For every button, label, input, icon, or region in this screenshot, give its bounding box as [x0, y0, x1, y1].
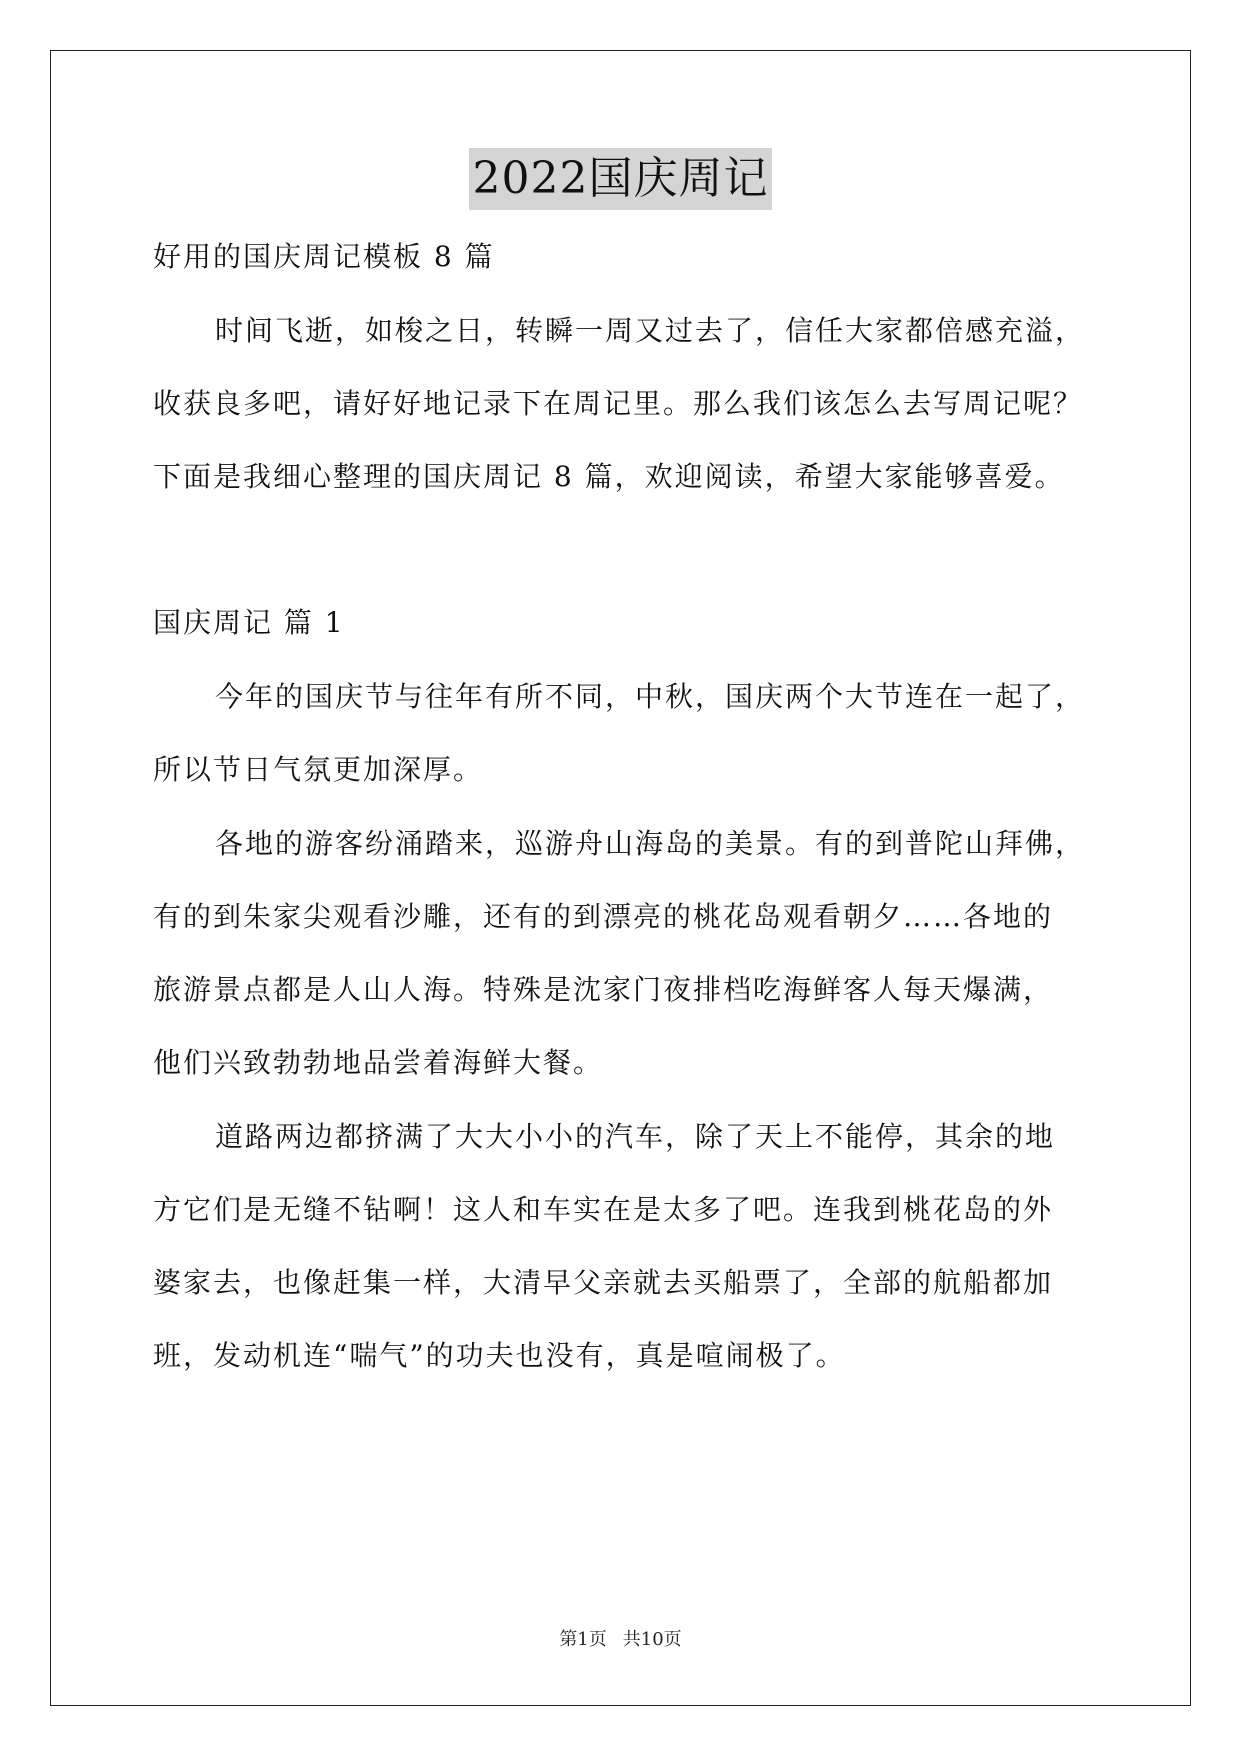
page-number: 第1页 — [559, 1629, 607, 1650]
body-line: 婆家去，也像赶集一样，大清早父亲就去买船票了，全部的航船都加 — [153, 1266, 1054, 1299]
body-line: 道路两边都挤满了大大小小的汽车，除了天上不能停，其余的地 — [215, 1120, 1056, 1153]
page-total: 共10页 — [622, 1629, 682, 1650]
page-footer — [0, 1628, 1241, 1652]
body-line: 时间飞逝，如梭之日，转瞬一周又过去了，信任大家都倍感充溢， — [215, 314, 1086, 347]
body-line: 他们兴致勃勃地品尝着海鲜大餐。 — [153, 1046, 604, 1079]
body-line: 方它们是无缝不钻啊！这人和车实在是太多了吧。连我到桃花岛的外 — [153, 1193, 1054, 1226]
body-line: 各地的游客纷涌踏来，巡游舟山海岛的美景。有的到普陀山拜佛， — [215, 827, 1086, 860]
document-body — [153, 238, 1113, 1375]
document-title: 2022国庆周记 — [469, 148, 773, 210]
body-line: 今年的国庆节与往年有所不同，中秋，国庆两个大节连在一起了， — [215, 680, 1086, 713]
body-line: 有的到朱家尖观看沙雕，还有的到漂亮的桃花岛观看朝夕……各地的 — [153, 900, 1054, 933]
section-heading: 国庆周记 篇 1 — [153, 606, 345, 639]
title-container — [0, 148, 1241, 210]
body-line: 下面是我细心整理的国庆周记 8 篇，欢迎阅读，希望大家能够喜爱。 — [153, 460, 1065, 493]
body-line: 收获良多吧，请好好地记录下在周记里。那么我们该怎么去写周记呢？ — [153, 387, 1084, 420]
subtitle: 好用的国庆周记模板 8 篇 — [153, 240, 495, 273]
body-line: 所以节日气氛更加深厚。 — [153, 753, 484, 786]
body-line: 旅游景点都是人山人海。特殊是沈家门夜排档吃海鲜客人每天爆满， — [153, 973, 1054, 1006]
body-line: 班，发动机连“喘气”的功夫也没有，真是喧闹极了。 — [153, 1339, 846, 1372]
